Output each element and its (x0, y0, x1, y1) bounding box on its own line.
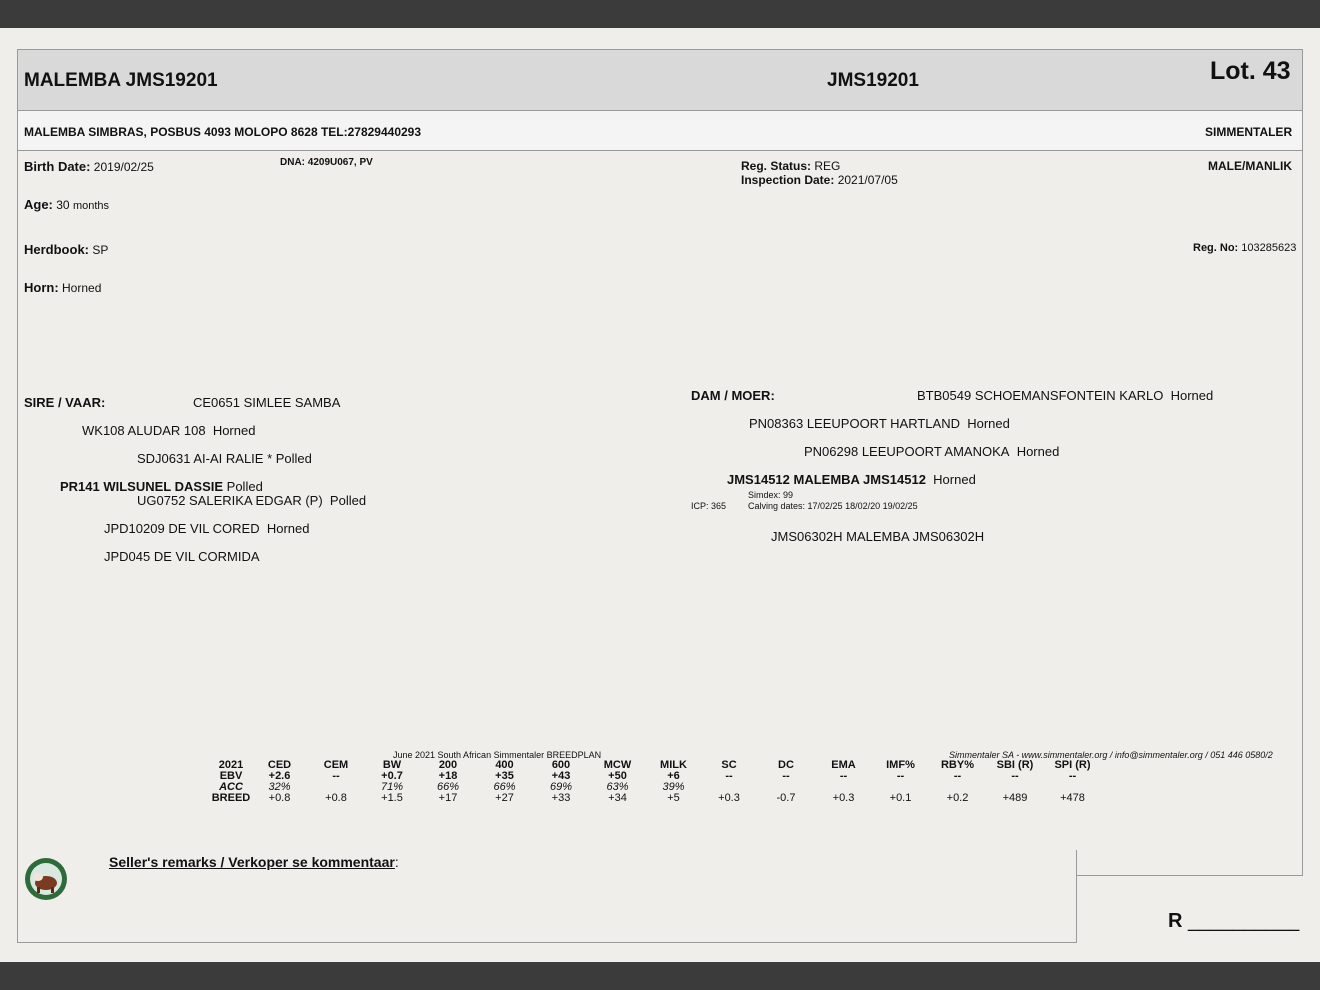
breed-cell: +27 (495, 792, 514, 804)
ebv-col-header: SPI (R) (1054, 759, 1091, 771)
acc-cell: 66% (493, 781, 516, 793)
ebv-cell: -- (953, 770, 962, 782)
inspection-date: Inspection Date: 2021/07/05 (741, 173, 898, 187)
ebv-col-header: 600 (551, 759, 571, 771)
remarks-frame (17, 875, 1077, 943)
dna-info: DNA: 4209U067, PV (280, 157, 373, 168)
ebv-row-label: EBV (219, 770, 243, 782)
breed-cell: -0.7 (776, 792, 796, 804)
ebv-col-header: 200 (438, 759, 458, 771)
ebv-table (211, 760, 1101, 804)
breedplan-caption: June 2021 South African Simmentaler BREEDPLAN (393, 750, 602, 760)
sire-sire-sire: SDJ0631 AI-AI RALIE * Polled (137, 451, 312, 466)
ebv-cell: -- (1011, 770, 1019, 782)
acc-cell: 39% (662, 781, 685, 793)
dam-sire: PN08363 LEEUPOORT HARTLAND Horned (749, 416, 1010, 431)
breed-cell: +33 (551, 792, 571, 804)
herdbook: Herdbook: SP (24, 242, 109, 257)
sire-label: SIRE / VAAR: (24, 395, 106, 410)
ebv-col-header: EMA (831, 759, 856, 771)
acc-cell: 66% (436, 781, 460, 793)
ebv-cell: +2.6 (268, 770, 291, 782)
dam-sire-dam: PN06298 LEEUPOORT AMANOKA Horned (804, 444, 1060, 459)
acc-cell: 32% (268, 781, 291, 793)
ebv-header-row (211, 760, 1101, 771)
acc-cell: 71% (380, 781, 404, 793)
price-field[interactable]: R __________ (1168, 910, 1300, 932)
ebv-cell: -- (332, 770, 340, 782)
breed-cell: +0.3 (718, 792, 740, 804)
ebv-cell: -- (896, 770, 905, 782)
remarks-divider (1076, 850, 1077, 943)
ebv-cell: +43 (551, 770, 571, 782)
ebv-cell: +18 (438, 770, 458, 782)
ebv-col-header: 400 (495, 759, 514, 771)
breed-cell: +0.1 (889, 792, 912, 804)
ebv-col-header: SC (721, 759, 737, 771)
animal-name: MALEMBA JMS19201 (24, 70, 218, 91)
breed-cell: +1.5 (381, 792, 403, 804)
ebv-cell: -- (725, 770, 733, 782)
sire-dam-dam: JPD045 DE VIL CORMIDA (104, 549, 260, 564)
ebv-col-header: RBY% (940, 759, 974, 771)
ebv-col-header: MCW (603, 759, 632, 771)
breed-cell: +0.8 (325, 792, 347, 804)
age: Age: 30 months (24, 197, 110, 212)
ebv-col-header: DC (778, 759, 794, 771)
breed-label: SIMMENTALER (1205, 125, 1293, 139)
bottom-bar (0, 962, 1320, 990)
simdex: Simdex: 99 (748, 490, 794, 500)
ebv-col-header: CED (267, 759, 292, 771)
ebv-col-header: IMF% (886, 759, 915, 771)
ebv-cell: -- (782, 770, 790, 782)
top-bar (0, 0, 1320, 28)
breed-row (211, 793, 1101, 804)
sellers-remarks: Seller's remarks / Verkoper se kommentaar: (109, 854, 399, 870)
ebv-cell: -- (839, 770, 848, 782)
breed-cell: +0.2 (946, 792, 969, 804)
contact-line: Simmentaler SA - www.simmentaler.org / info@simmentaler.org / 051 446 0580/2 (949, 750, 1273, 760)
horn: Horn: Horned (24, 280, 102, 295)
acc-cell: 69% (549, 781, 573, 793)
dam-label: DAM / MOER: (691, 388, 775, 403)
ebv-row (211, 771, 1101, 782)
breed-cell: +17 (438, 792, 458, 804)
ebv-col-header: BW (382, 759, 402, 771)
animal-sire: PR141 WILSUNEL DASSIE Polled (60, 479, 263, 494)
acc-row-label: ACC (219, 781, 243, 793)
owner-line: MALEMBA SIMBRAS, POSBUS 4093 MOLOPO 8628 TEL:27829440293 (24, 125, 422, 139)
breed-row-label: BREED (211, 792, 251, 804)
dam-dam: JMS06302H MALEMBA JMS06302H (771, 529, 985, 544)
simmentaler-logo-icon (24, 857, 68, 901)
sire-sire: WK108 ALUDAR 108 Horned (82, 423, 256, 438)
breed-cell: +489 (1002, 792, 1028, 804)
breed-cell: +5 (667, 792, 680, 804)
ebv-cell: +6 (667, 770, 680, 782)
breed-cell: +0.8 (268, 792, 291, 804)
animal-id: JMS19201 (827, 70, 919, 91)
acc-cell: 63% (606, 781, 629, 793)
lot-number: Lot. 43 (1210, 57, 1291, 85)
birth-date: Birth Date: 2019/02/25 (24, 159, 154, 174)
sire-sire-dam: UG0752 SALERIKA EDGAR (P) Polled (137, 493, 367, 508)
ebv-cell: -- (1068, 770, 1077, 782)
ebv-col-header: SBI (R) (996, 759, 1034, 771)
sex-label: MALE/MANLIK (1208, 159, 1292, 173)
dam: BTB0549 SCHOEMANSFONTEIN KARLO Horned (917, 388, 1214, 403)
icp: ICP: 365 (691, 501, 727, 511)
registration-number: Reg. No: 103285623 (1193, 242, 1297, 254)
sire: CE0651 SIMLEE SAMBA (193, 395, 341, 410)
ebv-col-header: MILK (660, 759, 687, 771)
animal-dam: JMS14512 MALEMBA JMS14512 Horned (727, 472, 976, 487)
breed-cell: +34 (608, 792, 627, 804)
ebv-col-header: CEM (323, 759, 349, 771)
remarks-divider-h (1076, 875, 1303, 876)
reg-status: Reg. Status: REG (741, 159, 841, 173)
breed-cell: +0.3 (832, 792, 855, 804)
calving-dates: Calving dates: 17/02/25 18/02/20 19/02/25 (748, 501, 918, 511)
ebv-cell: +0.7 (381, 770, 403, 782)
ebv-year: 2021 (218, 759, 244, 771)
ebv-cell: +50 (608, 770, 627, 782)
ebv-cell: +35 (495, 770, 514, 782)
breed-cell: +478 (1060, 792, 1085, 804)
sire-dam: JPD10209 DE VIL CORED Horned (104, 521, 310, 536)
